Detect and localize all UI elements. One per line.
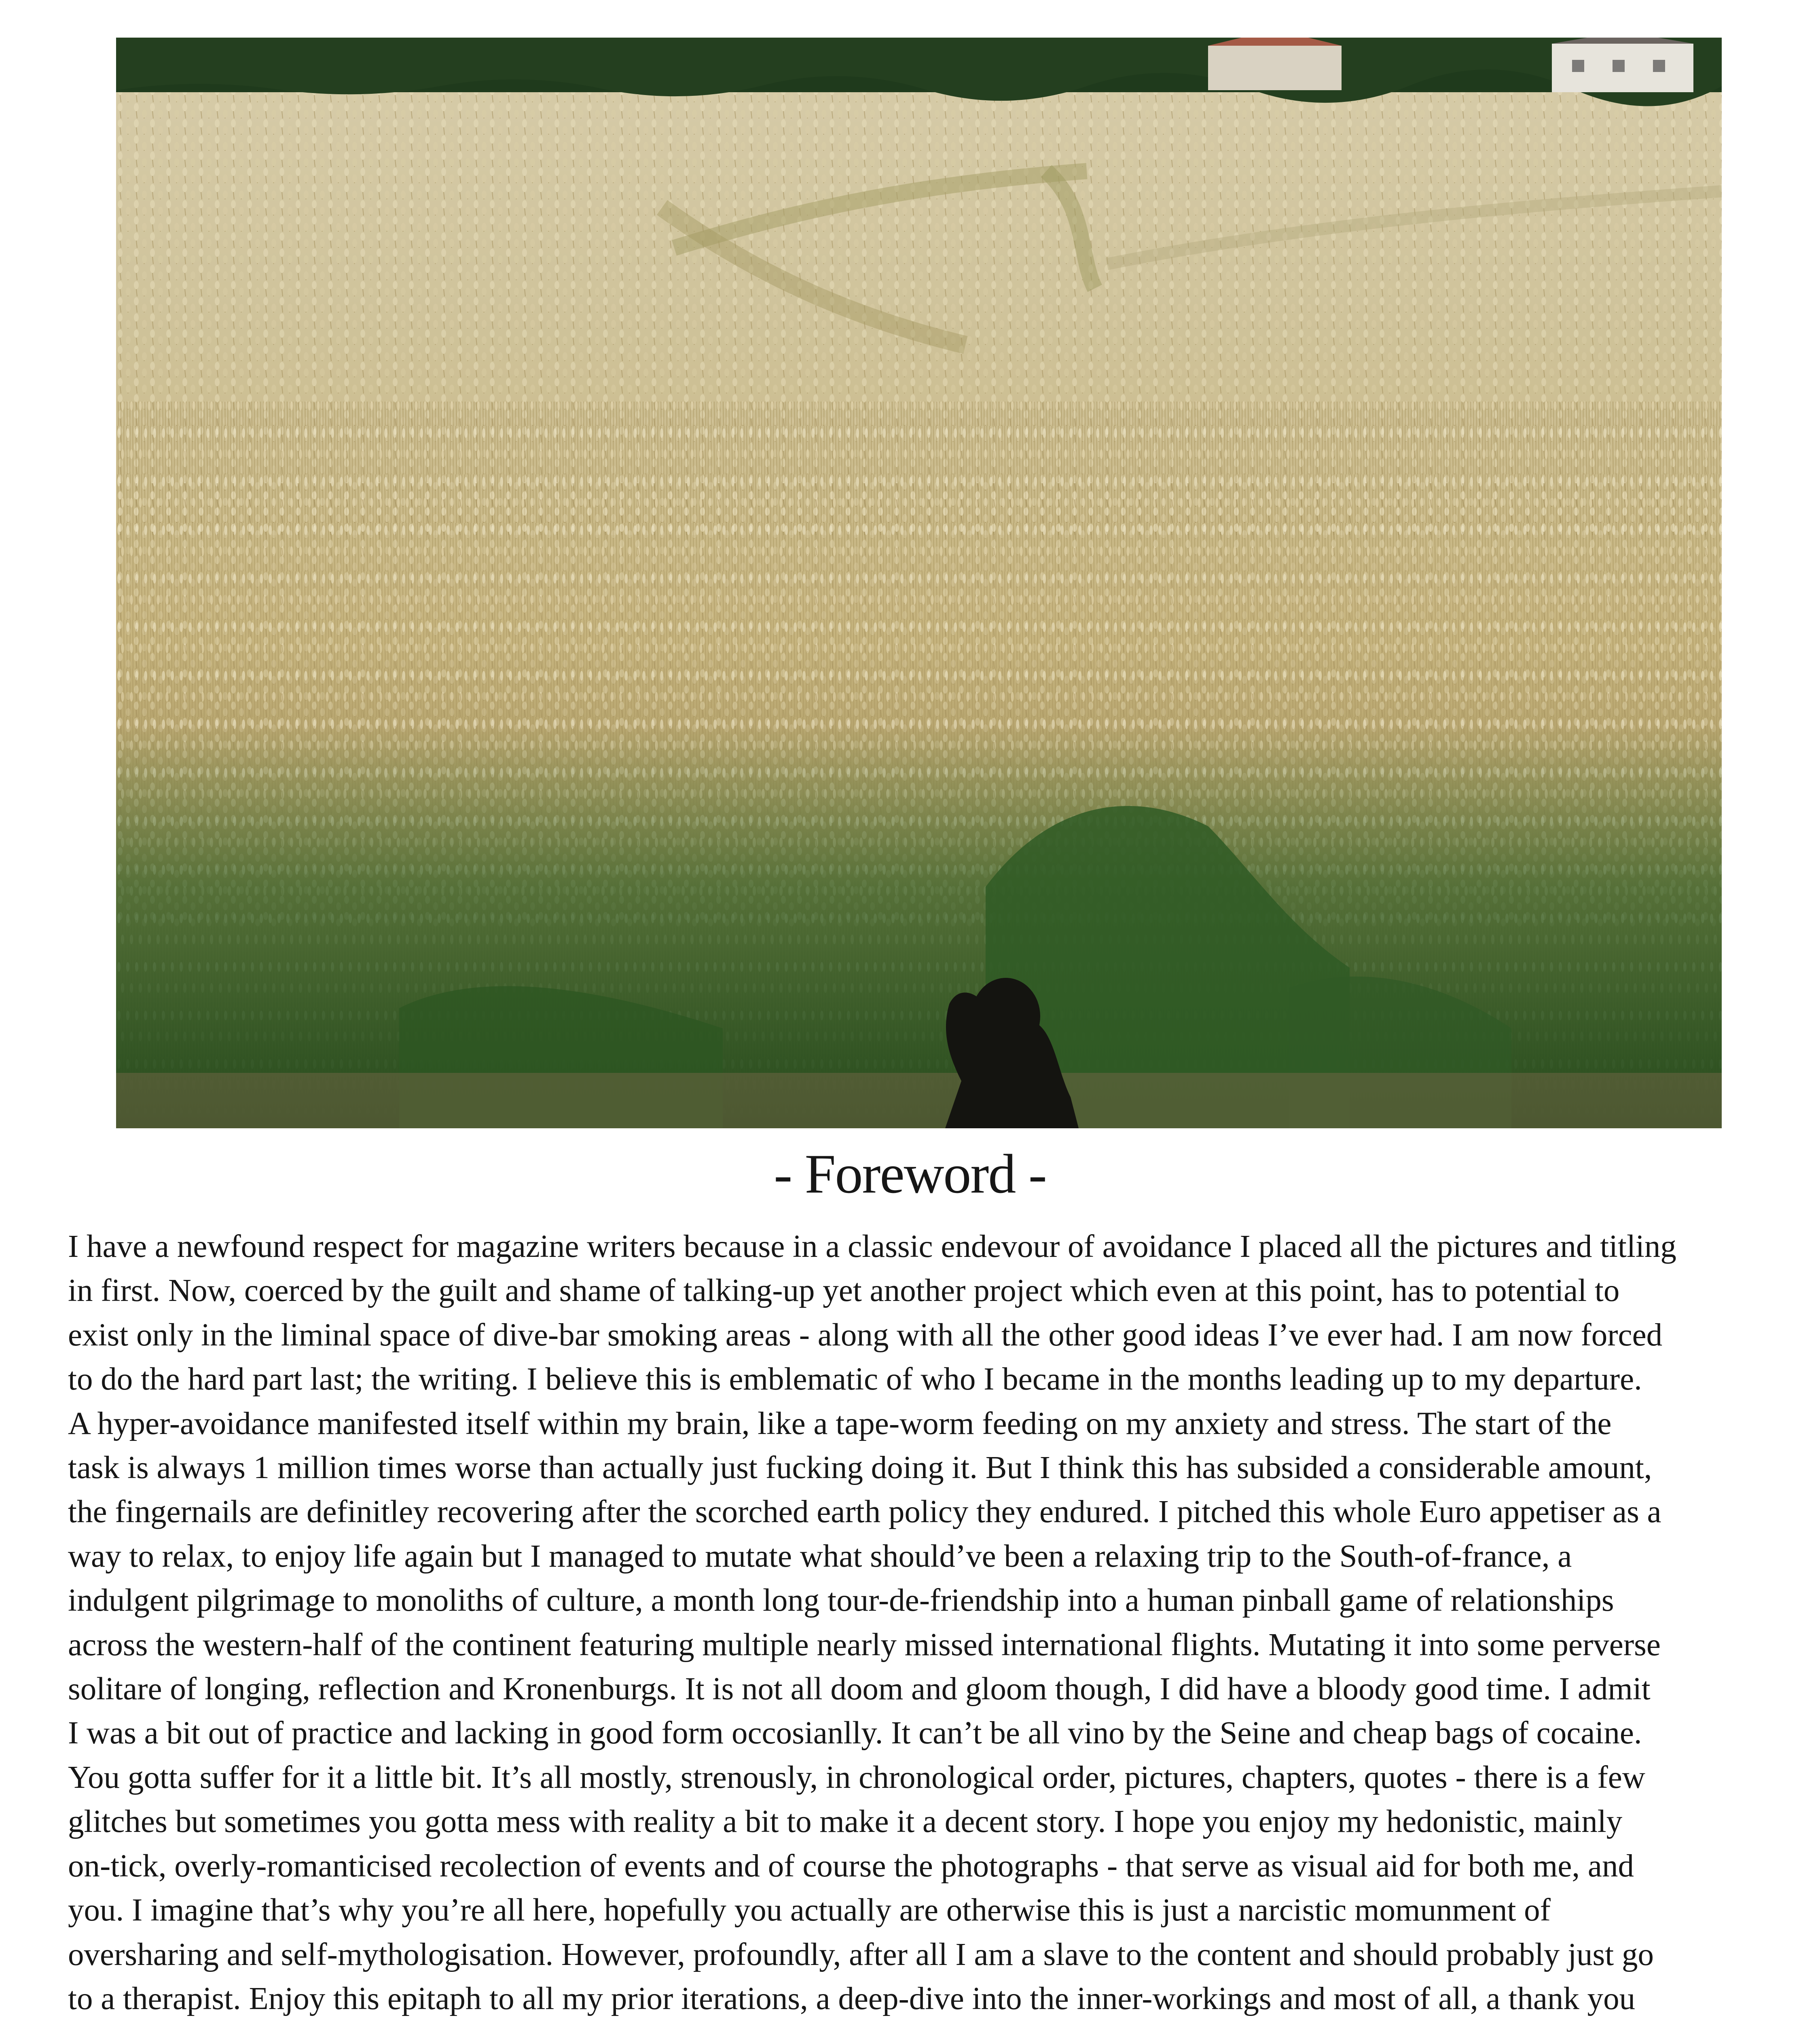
foreword-line: glitches but sometimes you gotta mess with reality a bit to make it a decent story. I hope you enjoy my hedonistic, mainly (68, 1804, 1623, 1840)
foreword-line: task is always 1 million times worse than actually just fucking doing it. But I think this has subsided a considerable amount, (68, 1450, 1652, 1486)
foreword-line: across the western-half of the continent featuring multiple nearly missed international flights. Mutating it into some perverse (68, 1627, 1661, 1662)
page-title: - Foreword - (774, 1143, 1046, 1205)
wheat-field-photo-icon (116, 38, 1722, 1128)
foreword-line: way to relax, to enjoy life again but I managed to mutate what should’ve been a relaxing trip to the South-of-france, a (68, 1538, 1572, 1574)
foreword-line: exist only in the liminal space of dive-bar smoking areas - along with all the other good ideas I’ve ever had. I am now forced (68, 1317, 1663, 1353)
foreword-body (68, 1225, 1767, 2022)
foreword-line: A hyper-avoidance manifested itself within my brain, like a tape-worm feeding on my anxiety and stress. The start of the (68, 1406, 1612, 1441)
foreword-line: to a therapist. Enjoy this epitaph to all my prior iterations, a deep-dive into the inner-workings and most of all, a thank you (68, 1981, 1636, 2016)
foreword-line: in first. Now, coerced by the guilt and shame of talking-up yet another project which even at this point, has to potential to (68, 1273, 1620, 1309)
foreword-line: I was a bit out of practice and lacking in good form occosianlly. It can’t be all vino by the Seine and cheap bags of cocaine. (68, 1715, 1642, 1751)
foreword-line: indulgent pilgrimage to monoliths of culture, a month long tour-de-friendship into a human pinball game of relationships (68, 1583, 1614, 1618)
foreword-line: You gotta suffer for it a little bit. It’s all mostly, strenously, in chronological order, pictures, chapters, quotes - there is a few (68, 1760, 1645, 1795)
foreword-line: the fingernails are definitley recovering after the scorched earth policy they endured. I pitched this whole Euro appetiser as a (68, 1494, 1661, 1530)
foreword-line: solitare of longing, reflection and Kronenburgs. It is not all doom and gloom though, I did have a bloody good time. I admit (68, 1671, 1651, 1707)
foreword-line: on-tick, overly-romanticised recolection of events and of course the photographs - that serve as visual aid for both me, and (68, 1848, 1634, 1884)
foreword-line: oversharing and self-mythologisation. However, profoundly, after all I am a slave to the content and should probably just go (68, 1937, 1654, 1972)
foreword-line: you. I imagine that’s why you’re all here, hopefully you actually are otherwise this is just a narcistic momunment of (68, 1893, 1551, 1928)
wheat-field-photo (116, 38, 1722, 1128)
foreword-line: I have a newfound respect for magazine writers because in a classic endevour of avoidance I placed all the pictures and titling (68, 1229, 1676, 1264)
foreword-line: to do the hard part last; the writing. I believe this is emblematic of who I became in the months leading up to my departure. (68, 1362, 1642, 1397)
